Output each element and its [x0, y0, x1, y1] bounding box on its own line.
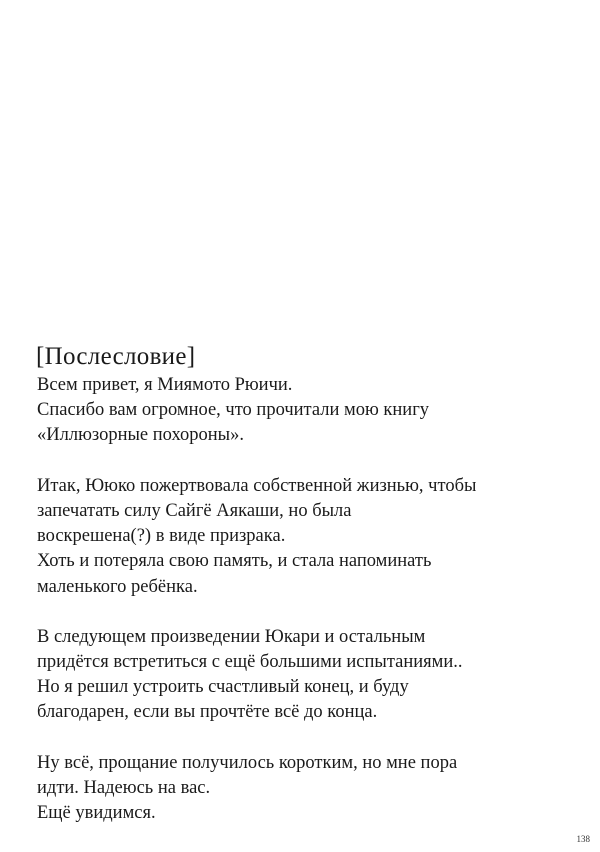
text-line: придётся встретиться с ещё большими испытаниями..	[37, 652, 463, 673]
paragraph	[37, 474, 577, 600]
text-line: Спасибо вам огромное, что прочитали мою книгу	[37, 400, 430, 421]
text-line: Ну всё, прощание получилось коротким, но мне пора	[37, 752, 458, 773]
paragraph	[37, 373, 577, 449]
paragraph-gap	[37, 600, 577, 625]
paragraph-gap	[37, 449, 577, 474]
paragraph-gap	[37, 726, 577, 751]
text-line: воскрешена(?) в виде призрака.	[37, 526, 286, 547]
text-line: идти. Надеюсь на вас.	[37, 778, 211, 798]
afterword-heading: [Послесловие]	[36, 343, 196, 370]
text-line: Но я решил устроить счастливый конец, и буду	[37, 677, 409, 698]
text-line: Ещё увидимся.	[37, 803, 156, 824]
page-number: 138	[576, 834, 590, 844]
text-line: маленького ребёнка.	[37, 576, 198, 597]
text-line: Хоть и потеряла свою память, и стала напоминать	[37, 551, 432, 572]
text-line: запечатать силу Сайгё Аякаши, но была	[37, 500, 352, 521]
text-line: благодарен, если вы прочтёте всё до конца.	[37, 702, 378, 723]
paragraph	[37, 625, 577, 726]
text-line: В следующем произведении Юкари и остальным	[37, 626, 426, 647]
text-line: «Иллюзорные похороны».	[37, 425, 244, 446]
afterword-body	[37, 373, 577, 826]
text-line: Всем привет, я Миямото Рюичи.	[37, 375, 293, 395]
text-line: Итак, Ююко пожертвовала собственной жизнью, чтобы	[37, 475, 477, 496]
paragraph	[37, 751, 577, 827]
